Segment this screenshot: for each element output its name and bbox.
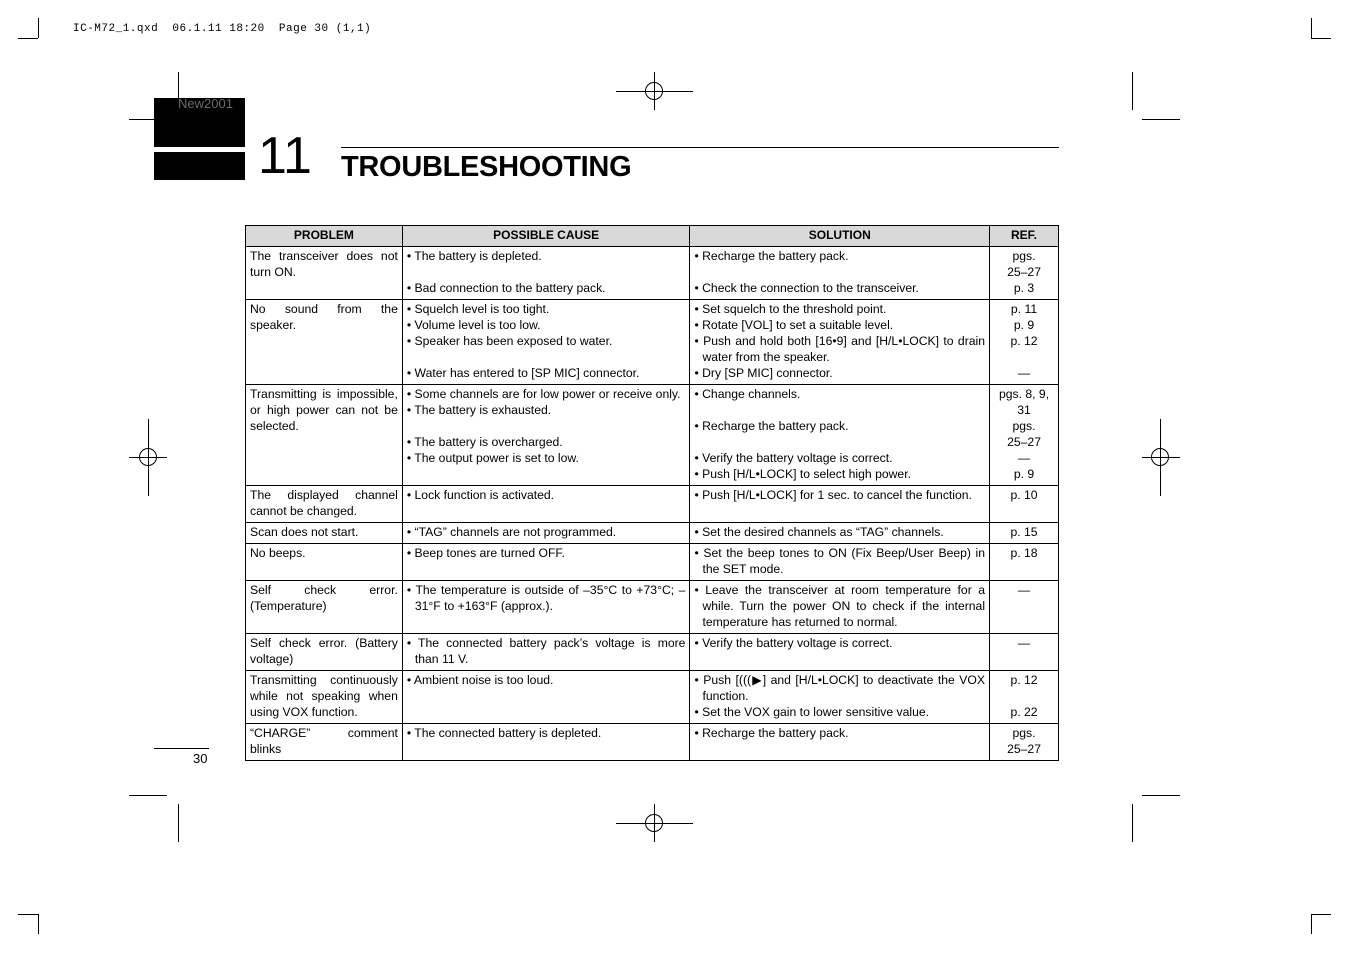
ref-line: pgs. 8, 9, — [998, 387, 1050, 401]
table-row — [246, 486, 1059, 523]
cause-cell — [402, 724, 690, 761]
line-gap — [994, 349, 1054, 365]
bullet-line: • Rotate [VOL] to set a suitable level. — [694, 318, 894, 332]
line-gap — [694, 264, 985, 280]
header-problem: PROBLEM — [246, 226, 403, 247]
table-header-row — [246, 226, 1059, 247]
ref-line: pgs. — [1012, 726, 1036, 740]
cause-cell — [402, 544, 690, 581]
problem-cell: Transmitting continuously while not speaking when using VOX function. — [246, 671, 403, 724]
table-row — [246, 724, 1059, 761]
bullet-line: • Water has entered to [SP MIC] connector. — [406, 366, 640, 380]
bullet-line: • Change channels. — [694, 387, 801, 401]
bullet-line: • Leave the transceiver at room temperature for a while. Turn the power ON to check if the internal temperature has returned to normal. — [694, 583, 986, 629]
problem-cell: “CHARGE” comment blinks — [246, 724, 403, 761]
line-gap — [407, 264, 686, 280]
cause-cell — [402, 385, 690, 486]
bullet-line: • Set the beep tones to ON (Fix Beep/User Beep) in the SET mode. — [694, 546, 986, 576]
bullet-line: • Recharge the battery pack. — [694, 249, 849, 263]
problem-cell: Self check error. (Temperature) — [246, 581, 403, 634]
ref-line: p. 11 — [1010, 302, 1038, 316]
table-row — [246, 385, 1059, 486]
solution-cell — [690, 300, 990, 385]
ref-line: p. 10 — [1010, 488, 1038, 502]
print-slug: IC-M72_1.qxd 06.1.11 18:20 Page 30 (1,1) — [73, 23, 372, 35]
line-gap — [994, 688, 1054, 704]
solution-cell — [690, 247, 990, 300]
problem-cell: Scan does not start. — [246, 523, 403, 544]
table-row — [246, 581, 1059, 634]
bullet-line: • The battery is overcharged. — [406, 435, 563, 449]
page-number-rule — [154, 748, 209, 749]
bullet-line: • “TAG” channels are not programmed. — [406, 525, 617, 539]
ref-line: p. 9 — [1013, 467, 1035, 481]
bullet-line: • Bad connection to the battery pack. — [406, 281, 606, 295]
bullet-line: • Push [(((▶] and [H/L•LOCK] to deactivate the VOX function. — [694, 673, 986, 703]
cause-cell — [402, 634, 690, 671]
bullet-line: • Set the desired channels as “TAG” channels. — [694, 525, 944, 539]
ref-cell — [990, 300, 1059, 385]
bullet-line: • Check the connection to the transceiver. — [694, 281, 919, 295]
header-ref: REF. — [990, 226, 1059, 247]
ref-line: p. 3 — [1013, 281, 1035, 295]
ref-cell — [990, 523, 1059, 544]
cause-cell — [402, 671, 690, 724]
ref-line: p. 9 — [1013, 318, 1035, 332]
ref-cell — [990, 634, 1059, 671]
bullet-line: • Lock function is activated. — [406, 488, 555, 502]
table-row — [246, 671, 1059, 724]
solution-cell — [690, 486, 990, 523]
bullet-line: • The battery is depleted. — [406, 249, 542, 263]
table-row — [246, 544, 1059, 581]
bullet-line: • Squelch level is too tight. — [406, 302, 550, 316]
cause-cell — [402, 247, 690, 300]
bullet-line: • Speaker has been exposed to water. — [406, 334, 613, 348]
solution-cell — [690, 581, 990, 634]
ref-cell — [990, 486, 1059, 523]
ref-line: pgs. — [1012, 249, 1036, 263]
ref-line: pgs. — [1012, 419, 1036, 433]
table-row — [246, 634, 1059, 671]
bullet-line: • The output power is set to low. — [406, 451, 579, 465]
solution-cell — [690, 544, 990, 581]
ref-cell — [990, 581, 1059, 634]
ref-cell — [990, 385, 1059, 486]
solution-cell — [690, 385, 990, 486]
edition-label: New2001 — [178, 96, 233, 111]
ref-line: p. 15 — [1010, 525, 1038, 539]
ref-line: p. 18 — [1010, 546, 1038, 560]
problem-cell: Transmitting is impossible, or high power can not be selected. — [246, 385, 403, 486]
ref-line: — — [1017, 366, 1031, 380]
table-row — [246, 300, 1059, 385]
chapter-rule — [341, 147, 1059, 148]
ref-line: p. 12 — [1010, 334, 1038, 348]
cause-cell — [402, 486, 690, 523]
problem-cell: No beeps. — [246, 544, 403, 581]
header-solution: SOLUTION — [690, 226, 990, 247]
ref-line: p. 22 — [1010, 705, 1038, 719]
bullet-line: • Volume level is too low. — [406, 318, 541, 332]
cause-cell — [402, 523, 690, 544]
chapter-title: TROUBLESHOOTING — [341, 151, 632, 183]
bullet-line: • Recharge the battery pack. — [694, 419, 849, 433]
chapter-number: 11 — [258, 127, 312, 185]
ref-line: — — [1017, 583, 1031, 597]
bullet-line: • Verify the battery voltage is correct. — [694, 451, 893, 465]
problem-cell: No sound from the speaker. — [246, 300, 403, 385]
page-number: 30 — [193, 751, 208, 766]
ref-cell — [990, 724, 1059, 761]
bullet-line: • Verify the battery voltage is correct. — [694, 636, 893, 650]
bullet-line: • Ambient noise is too loud. — [406, 673, 554, 687]
ref-cell — [990, 247, 1059, 300]
bullet-line: • Dry [SP MIC] connector. — [694, 366, 833, 380]
ref-line: 25–27 — [1007, 435, 1041, 449]
table-row — [246, 247, 1059, 300]
ref-line: 31 — [1017, 403, 1031, 417]
line-gap — [407, 349, 686, 365]
ref-line: 25–27 — [1007, 742, 1041, 756]
solution-cell — [690, 634, 990, 671]
bullet-line: • The connected battery is depleted. — [406, 726, 602, 740]
ref-line: p. 12 — [1010, 673, 1038, 687]
problem-cell: The displayed channel cannot be changed. — [246, 486, 403, 523]
line-gap — [694, 434, 985, 450]
bullet-line: • Beep tones are turned OFF. — [406, 546, 565, 560]
ref-cell — [990, 671, 1059, 724]
bullet-line: • The connected battery pack’s voltage is more than 11 V. — [406, 636, 686, 666]
line-gap — [694, 402, 985, 418]
bullet-line: • Push [H/L•LOCK] to select high power. — [694, 467, 911, 481]
cause-cell — [402, 300, 690, 385]
ref-line: — — [1017, 451, 1031, 465]
bullet-line: • Set the VOX gain to lower sensitive value. — [694, 705, 930, 719]
bullet-line: • The battery is exhausted. — [406, 403, 552, 417]
solution-cell — [690, 671, 990, 724]
header-possible-cause: POSSIBLE CAUSE — [402, 226, 690, 247]
ref-cell — [990, 544, 1059, 581]
problem-cell: Self check error. (Battery voltage) — [246, 634, 403, 671]
bullet-line: • The temperature is outside of –35°C to +73°C; –31°F to +163°F (approx.). — [406, 583, 686, 613]
bullet-line: • Some channels are for low power or receive only. — [406, 387, 681, 401]
bullet-line: • Set squelch to the threshold point. — [694, 302, 887, 316]
table-row — [246, 523, 1059, 544]
troubleshooting-table — [245, 225, 1059, 761]
bullet-line: • Push and hold both [16•9] and [H/L•LOCK] to drain water from the speaker. — [694, 334, 986, 364]
bullet-line: • Push [H/L•LOCK] for 1 sec. to cancel the function. — [694, 488, 972, 502]
chapter-tab-lower — [154, 152, 245, 180]
line-gap — [407, 418, 686, 434]
solution-cell — [690, 523, 990, 544]
ref-line: 25–27 — [1007, 265, 1041, 279]
solution-cell — [690, 724, 990, 761]
problem-cell: The transceiver does not turn ON. — [246, 247, 403, 300]
bullet-line: • Recharge the battery pack. — [694, 726, 849, 740]
ref-line: — — [1017, 636, 1031, 650]
cause-cell — [402, 581, 690, 634]
